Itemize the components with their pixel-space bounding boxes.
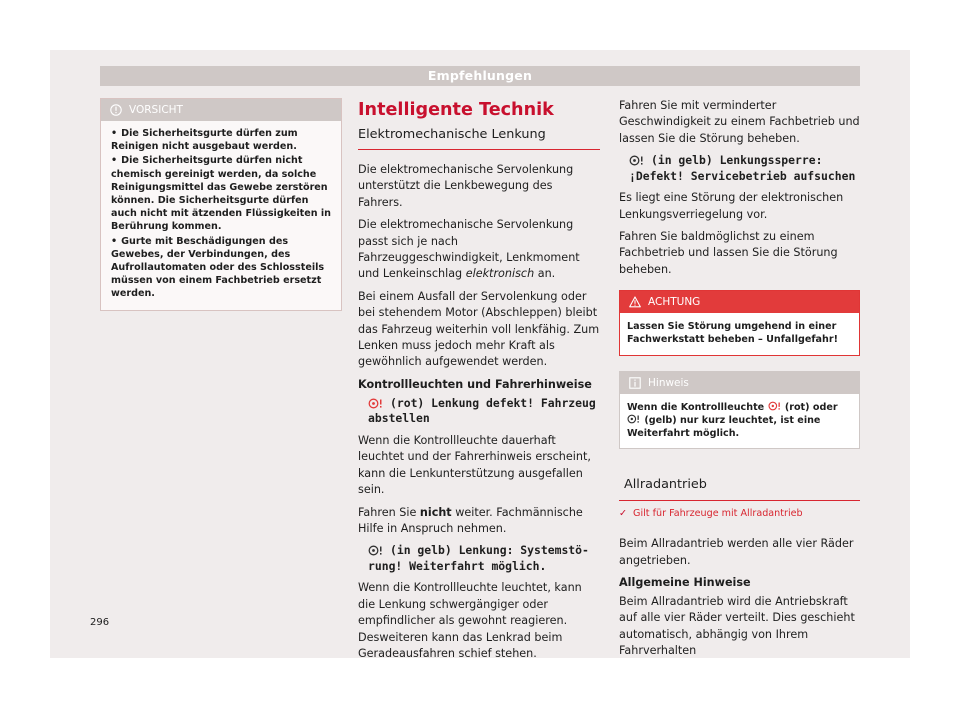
paragraph: Fahren Sie mit verminderter Geschwindigkeit zu einem Fachbetrieb und lassen Sie die Störung beheben. (619, 99, 860, 145)
paragraph: Wenn die Kontrollleuchte dauerhaft leuchtet und der Fahrerhinweis erscheint, kann die Lenkunterstützung ausgefallen sein. (358, 433, 591, 497)
paragraph: Die elektromechanische Servolenkung unterstützt die Lenkbewegung des Fahrers. (358, 163, 574, 209)
subheading: Kontrollleuchten und Fahrerhinweise (358, 377, 592, 391)
paragraph: Wenn die Kontrollleuchte leuchtet, kann die Lenkung schwergängiger oder empfindlicher als gewohnt reagieren. Desweiteren kann das Lenkrad beim Geradeausfahren schief stehen. (358, 581, 582, 660)
right-column (619, 98, 860, 666)
warning-message-yellow: (in gelb) Lenkung: Systemstörung! Weiterfahrt möglich. (368, 543, 589, 573)
steering-warning-icon (768, 401, 782, 411)
caution-item: • Die Sicherheitsgurte dürfen nicht chemisch gereinigt werden, da solche Reinigungsmittel das Gewebe zerstören können. Die Sicherheitsgurte dürfen auch nicht mit ätzenden Flüssigkeiten in Berührung kommen. (111, 155, 332, 233)
achtung-text: Lassen Sie Störung umgehend in einer Fachwerkstatt beheben – Unfallgefahr! (627, 321, 838, 346)
info-square-icon (629, 377, 641, 389)
caution-item: • Die Sicherheitsgurte dürfen zum Reinigen nicht ausgebaut werden. (111, 128, 298, 153)
paragraph: Bei einem Ausfall der Servolenkung oder bei stehendem Motor (Abschleppen) bleibt das Fahrzeug weiterhin voll lenkfähig. Zum Lenken muss jedoch mehr Kraft als gewöhnlich aufgewendet werden. (358, 289, 600, 369)
page-header (100, 66, 860, 86)
achtung-label: ACHTUNG (648, 296, 701, 309)
applicability-note: ✓ Gilt für Fahrzeuge mit Allradantrieb (619, 508, 803, 520)
page-number: 296 (90, 617, 110, 628)
hinweis-box-header (620, 372, 859, 394)
paragraph: Fahren Sie nicht weiter. Fachmännische Hilfe in Anspruch nehmen. (358, 505, 583, 535)
paragraph: Die elektromechanische Servolenkung passt sich je nach Fahrzeuggeschwindigkeit, Lenkmoment und Lenkeinschlag elektronisch an. (358, 218, 580, 281)
caution-label: VORSICHT (129, 104, 183, 116)
warning-message-red: (rot) Lenkung defekt! Fahrzeug abstellen (368, 395, 596, 426)
steering-warning-icon (368, 545, 384, 556)
steering-warning-icon (368, 398, 384, 409)
caution-box-body (101, 121, 341, 310)
paragraph: Fahren Sie baldmöglichst zu einem Fachbetrieb und lassen Sie die Störung beheben. (619, 230, 838, 276)
left-column (100, 98, 342, 311)
subheading: Allgemeine Hinweise (619, 576, 751, 590)
caution-box (100, 98, 342, 311)
achtung-box (619, 290, 860, 355)
paragraph: Es liegt eine Störung der elektronischen Lenkungsverriegelung vor. (619, 191, 844, 221)
checkmark-icon: ✓ (619, 508, 628, 520)
caution-box-header (101, 99, 341, 121)
paragraph: Beim Allradantrieb wird die Antriebskraft auf alle vier Räder verteilt. Dies geschieht automatisch, abhängig von Ihrem Fahrverhalten (619, 595, 855, 658)
info-circle-icon (110, 104, 122, 116)
section-title-allradantrieb: Allradantrieb (619, 476, 860, 501)
warning-triangle-icon (629, 296, 641, 308)
achtung-box-header (620, 291, 859, 313)
paragraph: Beim Allradantrieb werden alle vier Räder angetrieben. (619, 537, 854, 567)
steering-warning-icon (627, 414, 641, 424)
warning-message-yellow: (in gelb) Lenkungssperre: ¡Defekt! Servicebetrieb aufsuchen (629, 153, 856, 183)
caution-item: • Gurte mit Beschädigungen des Gewebes, der Verbindungen, des Aufrollautomaten oder des Schlossteils müssen von einem Fachbetrieb ersetzt werden. (111, 235, 325, 300)
header-title: Empfehlungen (427, 68, 533, 83)
hinweis-label: Hinweis (648, 376, 689, 389)
caution-list (111, 127, 331, 301)
hinweis-box (619, 371, 860, 450)
middle-column (358, 98, 600, 668)
section-subtitle: Elektromechanische Lenkung (358, 126, 600, 150)
section-title: Intelligente Technik (358, 100, 554, 120)
hinweis-text: Wenn die Kontrollleuchte (rot) oder (gelb) nur kurz leuchtet, ist eine Weiterfahrt möglich. (627, 401, 838, 440)
steering-warning-icon (629, 155, 645, 166)
